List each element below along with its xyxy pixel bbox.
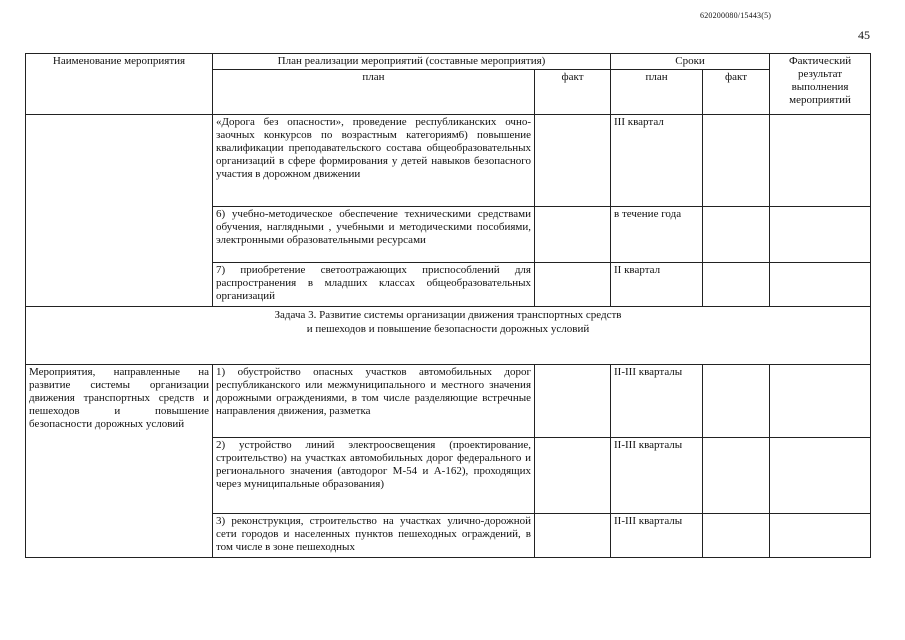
task-row: [26, 307, 871, 365]
term-cell: II-III кварталы: [611, 514, 703, 558]
plan-cell: 1) обустройство опасных участков автомобильных дорог республиканского или межмуниципального и местного значения дорожными ограждениями, в том числе разделяющие встречные направления движения, разметка: [213, 365, 535, 438]
term-fact-cell: [703, 365, 770, 438]
result-cell: [770, 514, 871, 558]
term-cell: II-III кварталы: [611, 365, 703, 438]
plan-cell: 2) устройство линий электроосвещения (проектирование, строительство) на участках автомобильных дорог федерального и регионального значения (автодорог М-54 и А-162), проходящих через муниципальные образования): [213, 438, 535, 514]
header-row: [26, 54, 871, 70]
fact-cell: [535, 207, 611, 263]
fact-cell: [535, 365, 611, 438]
term-cell: в течение года: [611, 207, 703, 263]
term-fact-cell: [703, 438, 770, 514]
header-fact: факт: [535, 70, 611, 115]
fact-cell: [535, 438, 611, 514]
result-cell: [770, 438, 871, 514]
result-cell: [770, 115, 871, 207]
activities-table: [25, 53, 871, 558]
result-cell: [770, 263, 871, 307]
plan-cell: 7) приобретение светоотражающих приспособлений для распространения в младших классах общеобразовательных организаций: [213, 263, 535, 307]
table-row: [26, 365, 871, 438]
header-terms-fact: факт: [703, 70, 770, 115]
plan-cell: 3) реконструкция, строительство на участках улично-дорожной сети городов и населенных пунктов пешеходных ограждений, в том числе в зоне пешеходных: [213, 514, 535, 558]
header-name: Наименование мероприятия: [26, 54, 213, 115]
term-fact-cell: [703, 514, 770, 558]
term-fact-cell: [703, 115, 770, 207]
term-cell: III квартал: [611, 115, 703, 207]
plan-cell: 6) учебно-методическое обеспечение техническими средствами обучения, наглядными , учебными и методическими пособиями, электронными образовательными ресурсами: [213, 207, 535, 263]
header-plan-group: План реализации мероприятий (составные мероприятия): [213, 54, 611, 70]
term-cell: II-III кварталы: [611, 438, 703, 514]
header-terms-group: Сроки: [611, 54, 770, 70]
result-cell: [770, 207, 871, 263]
fact-cell: [535, 263, 611, 307]
name-cell-empty: [26, 115, 213, 307]
task3-line1: Задача 3. Развитие системы организации движения транспортных средств: [274, 309, 622, 321]
term-cell: II квартал: [611, 263, 703, 307]
task3-line2: и пешеходов и повышение безопасности дорожных условий: [306, 323, 590, 335]
header-plan: план: [213, 70, 535, 115]
table-row: [26, 115, 871, 207]
term-fact-cell: [703, 207, 770, 263]
header-result: Фактический результат выполнения мероприятий: [770, 54, 871, 115]
term-fact-cell: [703, 263, 770, 307]
result-cell: [770, 365, 871, 438]
plan-cell: «Дорога без опасности», проведение республиканских очно-заочных конкурсов по возрастным категориям6) повышение квалификации преподавательского состава общеобразовательных организаций в сфере формирования у детей навыков безопасного участия в дорожном движении: [213, 115, 535, 207]
document-code: 620200080/15443(5): [700, 11, 772, 20]
group-name-cell: Мероприятия, направленные на развитие системы организации движения транспортных средств и пешеходов и повышение безопасности дорожных условий: [26, 365, 213, 558]
task3-heading: [26, 307, 871, 365]
header-terms-plan: план: [611, 70, 703, 115]
page-number: 45: [858, 28, 870, 42]
fact-cell: [535, 514, 611, 558]
fact-cell: [535, 115, 611, 207]
